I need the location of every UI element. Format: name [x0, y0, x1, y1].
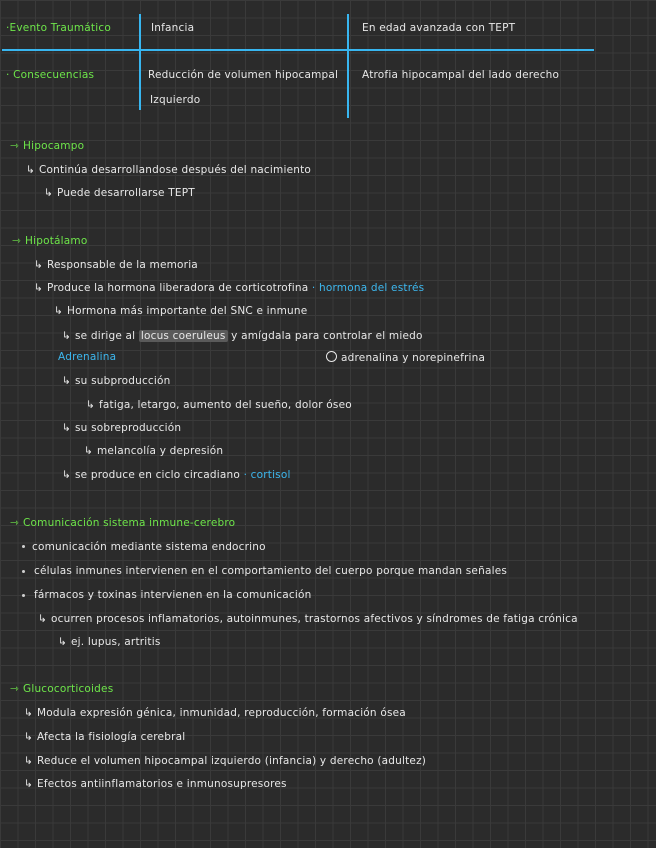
arrow-right-icon: ⇾ [12, 235, 21, 247]
arrow-return-icon: ↳ [34, 259, 43, 271]
section-title-hipocampo: ⇾ Hipocampo [10, 140, 85, 152]
arrow-return-icon: ↳ [62, 330, 71, 342]
arrow-return-icon: ↳ [24, 731, 33, 743]
note-line: ↳ Reduce el volumen hipocampal izquierdo (infancia) y derecho (adultez) [24, 755, 427, 767]
bullet-item: comunicación mediante sistema endocrino [32, 541, 266, 553]
table-cell-adult-consequence: Atrofia hipocampal del lado derecho [362, 69, 560, 81]
bullet-item: células inmunes intervienen en el comportamiento del cuerpo porque mandan señales [34, 565, 508, 577]
note-line: ↳ Continúa desarrollandose después del nacimiento [26, 164, 312, 176]
note-line: ↳ su sobreproducción [62, 422, 182, 434]
section-title-comunicacion: ⇾ Comunicación sistema inmune-cerebro [10, 517, 236, 529]
stress-hormone-note: · hormona del estrés [311, 282, 425, 294]
adrenalina-label: Adrenalina [58, 351, 117, 363]
note-line: ↳ melancolía y depresión [84, 445, 224, 457]
arrow-right-icon: ⇾ [10, 683, 19, 695]
note-line: ↳ ej. lupus, artritis [58, 636, 161, 648]
note-line: ↳ su subproducción [62, 375, 171, 387]
arrow-return-icon: ↳ [24, 707, 33, 719]
circle-bullet-icon [326, 351, 337, 362]
table-header-adult: En edad avanzada con TEPT [362, 22, 516, 34]
note-line: ↳ fatiga, letargo, aumento del sueño, dolor óseo [86, 399, 352, 411]
bullet-dot [22, 594, 25, 597]
arrow-return-icon: ↳ [24, 755, 33, 767]
arrow-return-icon: ↳ [62, 422, 71, 434]
bullet-dot [22, 570, 25, 573]
arrow-return-icon: ↳ [86, 399, 95, 411]
section-title-glucocorticoides: ⇾ Glucocorticoides [10, 683, 114, 695]
table-cell-childhood-consequence: Reducción de volumen hipocampal [148, 69, 339, 81]
table-divider-horizontal [2, 49, 594, 51]
table-header-childhood: Infancia [151, 22, 195, 34]
arrow-return-icon: ↳ [54, 305, 63, 317]
table-header-event: ·Evento Traumático [6, 22, 111, 34]
arrow-return-icon: ↳ [34, 282, 43, 294]
bullet-item: fármacos y toxinas intervienen en la comunicación [34, 589, 312, 601]
arrow-return-icon: ↳ [62, 469, 71, 481]
section-title-hipotalamo: ⇾ Hipotálamo [12, 235, 88, 247]
highlight-locus-coeruleus: locus coeruleus [140, 330, 226, 342]
arrow-return-icon: ↳ [58, 636, 67, 648]
arrow-return-icon: ↳ [26, 164, 35, 176]
table-divider-vertical-2 [347, 14, 349, 118]
adrenalina-note: adrenalina y norepinefrina [326, 351, 485, 364]
table-cell-childhood-consequence-2: Izquierdo [150, 94, 201, 106]
table-row-label-consequences: · Consecuencias [6, 69, 95, 81]
note-line: ↳ Efectos antiinflamatorios e inmunosupresores [24, 778, 287, 790]
arrow-right-icon: ⇾ [10, 517, 19, 529]
note-line: ↳ Produce la hormona liberadora de corticotrofina · hormona del estrés [34, 282, 425, 294]
note-line: ↳ se dirige al locus coeruleus y amígdala para controlar el miedo [62, 330, 423, 342]
note-line: ↳ Modula expresión génica, inmunidad, reproducción, formación ósea [24, 707, 406, 719]
arrow-return-icon: ↳ [24, 778, 33, 790]
note-line: ↳ ocurren procesos inflamatorios, autoinmunes, trastornos afectivos y síndromes de fatiga crónica [38, 613, 578, 625]
arrow-return-icon: ↳ [38, 613, 47, 625]
arrow-right-icon: ⇾ [10, 140, 19, 152]
cortisol-note: · cortisol [243, 469, 291, 481]
note-line: ↳ Responsable de la memoria [34, 259, 198, 271]
table-divider-vertical-1 [139, 14, 141, 110]
arrow-return-icon: ↳ [44, 187, 53, 199]
note-line: ↳ se produce en ciclo circadiano · cortisol [62, 469, 291, 481]
arrow-return-icon: ↳ [62, 375, 71, 387]
arrow-return-icon: ↳ [84, 445, 93, 457]
bullet-dot [22, 545, 25, 548]
note-line: ↳ Puede desarrollarse TEPT [44, 187, 195, 199]
note-line: ↳ Afecta la fisiología cerebral [24, 731, 186, 743]
note-line: ↳ Hormona más importante del SNC e inmune [54, 305, 308, 317]
